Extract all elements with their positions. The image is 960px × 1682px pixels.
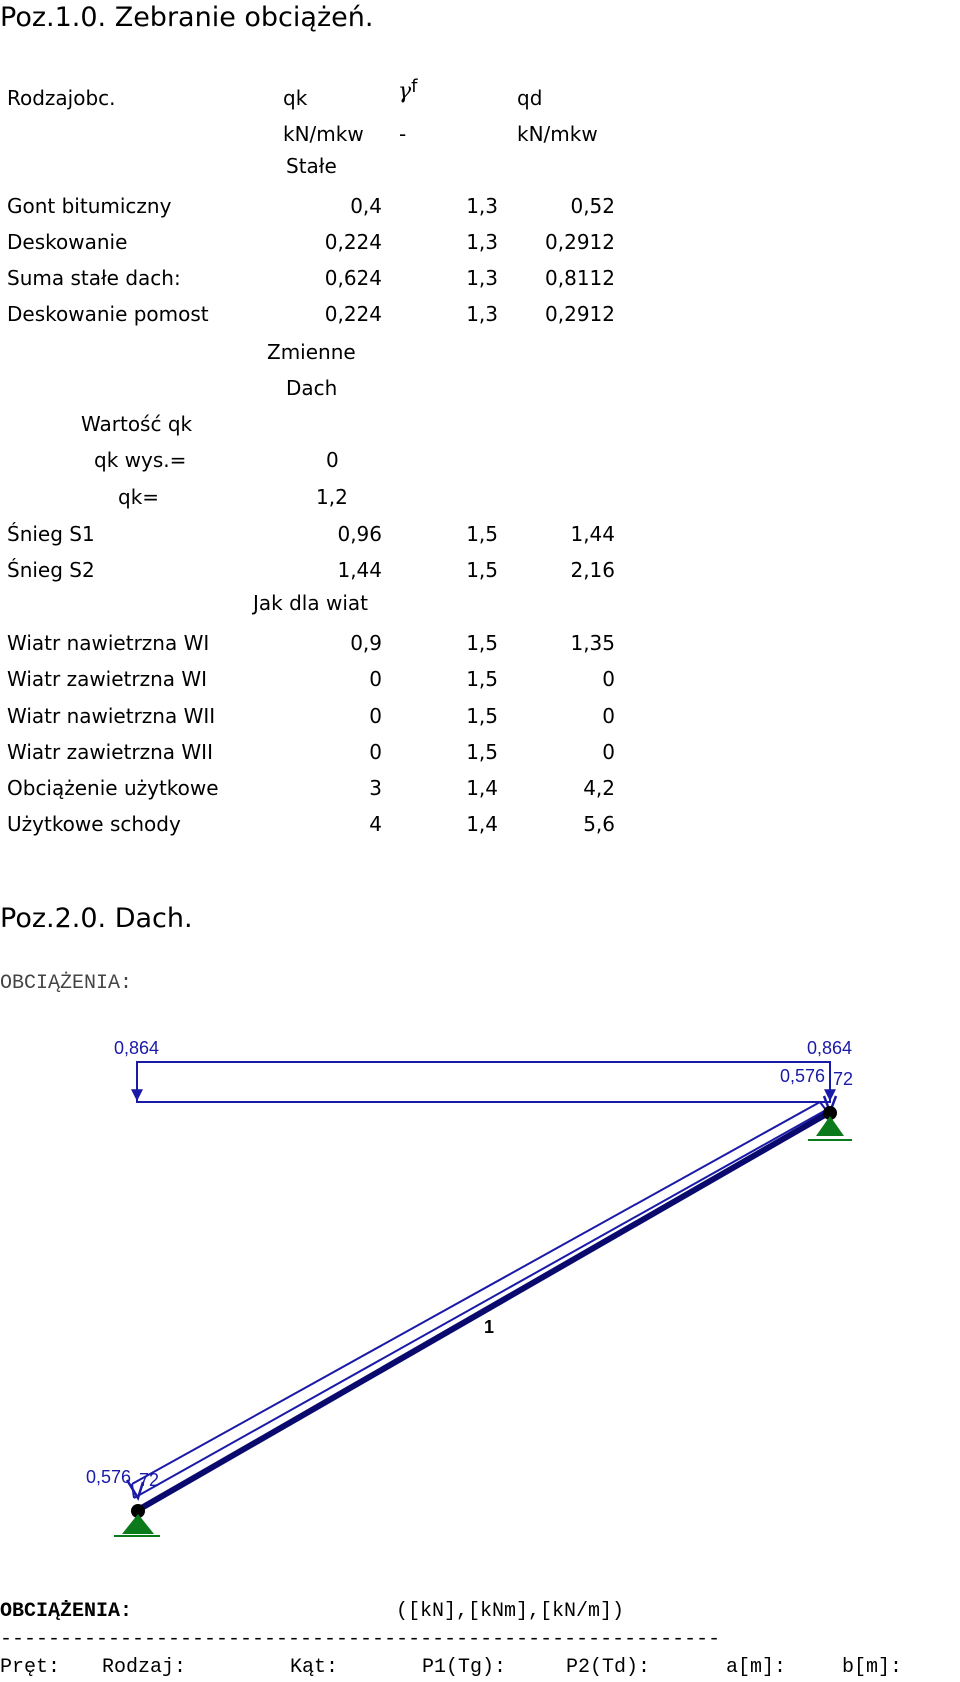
- row-qd: 0: [602, 704, 615, 728]
- unit-gamma: -: [399, 122, 407, 146]
- row-gf: 1,3: [466, 194, 498, 218]
- load-value-left-top: 0,864: [114, 1038, 160, 1058]
- row-qd: 4,2: [583, 776, 615, 800]
- inclined-load-line-inner: [134, 1110, 826, 1498]
- header-qk: qk: [283, 86, 308, 110]
- row-gf: 1,5: [466, 704, 498, 728]
- row-qd: 0: [602, 667, 615, 691]
- unit-qk: kN/mkw: [283, 122, 364, 146]
- row-name: Gont bitumiczny: [7, 194, 172, 218]
- distributed-load-horizontal: [137, 1062, 830, 1102]
- row-qd: 0,2912: [545, 230, 615, 254]
- row-qk: 0: [369, 704, 382, 728]
- row-qk: 0,224: [324, 302, 382, 326]
- column-header: Kąt:: [290, 1656, 339, 1679]
- qk-value: 1,2: [316, 485, 348, 509]
- qk-label: qk=: [118, 485, 160, 509]
- row-name: Deskowanie pomost: [7, 302, 209, 326]
- row-qd: 0,2912: [545, 302, 615, 326]
- row-gf: 1,5: [466, 558, 498, 582]
- column-header: P2(Td):: [566, 1656, 651, 1679]
- row-qk: 0: [369, 667, 382, 691]
- section1-title: Poz.1.0. Zebranie obciążeń.: [0, 2, 374, 33]
- row-qd: 0: [602, 740, 615, 764]
- row-qd: 2,16: [570, 558, 615, 582]
- header-qd: qd: [517, 86, 543, 110]
- column-header: Pręt:: [0, 1656, 61, 1679]
- row-qk: 0,224: [324, 230, 382, 254]
- row-gf: 1,3: [466, 266, 498, 290]
- group-roof: Dach: [286, 376, 338, 400]
- row-qd: 0,8112: [545, 266, 615, 290]
- row-qk: 0,96: [337, 522, 382, 546]
- row-gf: 1,5: [466, 522, 498, 546]
- load-value-right-top: 0,864: [807, 1038, 853, 1058]
- load-value-left-inclined: 0,576: [86, 1467, 132, 1487]
- header-type: Rodzajobc.: [7, 86, 116, 110]
- column-header: P1(Tg):: [422, 1656, 507, 1679]
- row-gf: 1,5: [466, 740, 498, 764]
- beam-member: [138, 1112, 830, 1510]
- group-variable: Zmienne: [267, 340, 356, 364]
- load-value-left-inclined-2: 72: [139, 1470, 160, 1490]
- table-rule: ------------------------------------------------------------: [0, 1628, 721, 1651]
- row-qd: 0,52: [570, 194, 615, 218]
- row-qk: 0,624: [324, 266, 382, 290]
- row-name: Wiatr zawietrzna WII: [7, 740, 213, 764]
- table-units: ([kN],[kNm],[kN/m]): [396, 1600, 625, 1623]
- row-qd: 5,6: [583, 812, 615, 836]
- row-name: Wiatr nawietrzna WI: [7, 631, 210, 655]
- row-name: Śnieg S1: [7, 522, 95, 546]
- gamma-symbol: γ: [398, 79, 412, 104]
- load-value-right-inclined-2: 72: [833, 1069, 854, 1089]
- unit-qd: kN/mkw: [517, 122, 598, 146]
- header-gamma-f: [398, 76, 418, 105]
- row-name: Suma stałe dach:: [7, 266, 181, 290]
- loads-label: OBCIĄŻENIA:: [0, 972, 133, 995]
- row-name: Obciążenie użytkowe: [7, 776, 219, 800]
- row-qk: 0: [369, 740, 382, 764]
- row-qk: 3: [369, 776, 382, 800]
- support-left: [122, 1514, 154, 1534]
- column-header: b[m]:: [842, 1656, 903, 1679]
- qk-wys-label: qk wys.=: [94, 448, 187, 472]
- section2-title: Poz.2.0. Dach.: [0, 903, 193, 934]
- table-title: OBCIĄŻENIA:: [0, 1600, 133, 1623]
- row-gf: 1,5: [466, 631, 498, 655]
- row-qk: 4: [369, 812, 382, 836]
- row-qd: 1,35: [570, 631, 615, 655]
- gamma-subscript: f: [411, 76, 418, 97]
- inclined-load-line-outer: [132, 1102, 820, 1484]
- row-gf: 1,4: [466, 812, 498, 836]
- qk-value-label: Wartość qk: [81, 412, 193, 436]
- row-qk: 1,44: [337, 558, 382, 582]
- qk-wys-value: 0: [326, 448, 339, 472]
- row-qd: 1,44: [570, 522, 615, 546]
- row-name: Śnieg S2: [7, 558, 95, 582]
- row-name: Deskowanie: [7, 230, 128, 254]
- row-gf: 1,3: [466, 302, 498, 326]
- group-permanent: Stałe: [286, 154, 337, 178]
- member-number: 1: [484, 1317, 495, 1337]
- row-name: Wiatr zawietrzna WI: [7, 667, 208, 691]
- row-qk: 0,9: [350, 631, 382, 655]
- row-gf: 1,3: [466, 230, 498, 254]
- row-gf: 1,5: [466, 667, 498, 691]
- load-diagram: [0, 1020, 960, 1540]
- wind-note: Jak dla wiat: [253, 591, 368, 615]
- row-qk: 0,4: [350, 194, 382, 218]
- column-header: Rodzaj:: [102, 1656, 187, 1679]
- load-value-right-inclined: 0,576: [780, 1066, 826, 1086]
- row-name: Wiatr nawietrzna WII: [7, 704, 216, 728]
- column-header: a[m]:: [726, 1656, 787, 1679]
- row-gf: 1,4: [466, 776, 498, 800]
- row-name: Użytkowe schody: [7, 812, 181, 836]
